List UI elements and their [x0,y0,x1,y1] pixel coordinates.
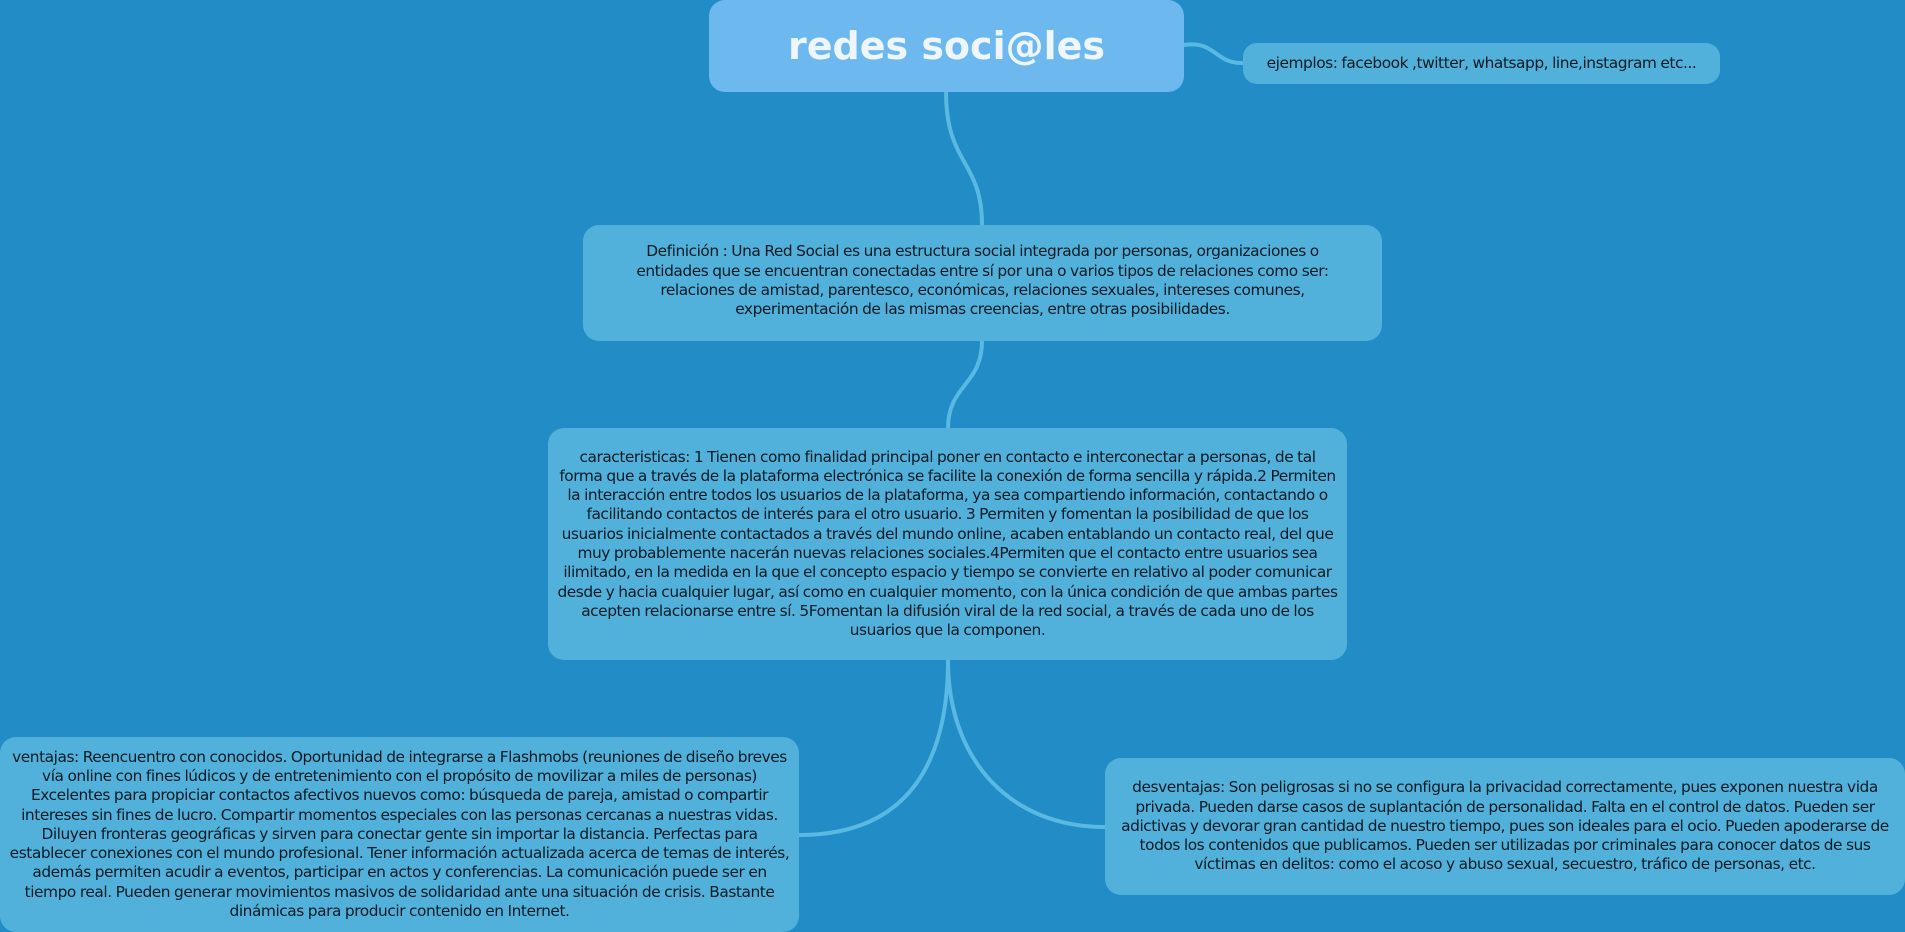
connector-root-definition [946,92,982,225]
root-node[interactable] [709,0,1184,92]
definition-node[interactable] [583,225,1382,341]
connector-features-advantages [799,660,948,835]
definition-text: Definición : Una Red Social es una estructura social integrada por personas, organizaciones o entidades que se encuentran conectadas entre sí por una o varios tipos de relaciones como ser: relaciones de amistad, parentesco, económicas, relaciones sexuales, intereses comunes, experimentación de las mismas creencias, entre otras posibilidades. [636,242,1329,319]
connector-root-examples [1184,44,1243,63]
advantages-text: ventajas: Reencuentro con conocidos. Oportunidad de integrarse a Flashmobs (reuniones de diseño breves vía online con fines lúdicos y de entretenimiento con el propósito de movilizar a miles de personas) Excelentes para propiciar contactos afectivos nuevos como: búsqueda de pareja, amistad o compartir intereses sin fines de lucro. Compartir momentos especiales con las personas cercanas a nuestras vidas. Diluyen fronteras geográficas y sirven para conectar gente sin importar la distancia. Perfectas para establecer conexiones con el mundo profesional. Tener información actualizada acerca de temas de interés, además permiten acudir a eventos, participar en actos y conferencias. La comunicación puede ser en tiempo real. Pueden generar movimientos masivos de solidaridad ante una situación de crisis. Bastante dinámicas para producir contenido en Internet. [9,747,790,921]
examples-node[interactable] [1243,43,1720,84]
examples-text: ejemplos: facebook ,twitter, whatsapp, line,instagram etc... [1266,53,1697,72]
features-node[interactable] [548,428,1347,660]
features-text: caracteristicas: 1 Tienen como finalidad principal poner en contacto e interconectar a personas, de tal forma que a través de la plataforma electrónica se facilite la conexión de forma sencilla y rápida.2 Permiten la interacción entre todos los usuarios de la plataforma, ya sea compartiendo información, contactando o facilitando contactos de interés para el otro usuario. 3 Permiten y fomentan la posibilidad de que los usuarios inicialmente contactados a través del mundo online, acaben entablando un contacto real, del que muy probablemente nacerán nuevas relaciones sociales.4Permiten que el contacto entre usuarios sea ilimitado, en la medida en la que el concepto espacio y tiempo se convierte en relativo al poder comunicar desde y hacia cualquier lugar, así como en cualquier momento, con la única condición de que ambas partes acepten relacionarse entre sí. 5Fomentan la difusión viral de la red social, a través de cada uno de los usuarios que la componen. [557,447,1338,640]
advantages-node[interactable] [0,737,799,932]
root-title: redes soci@les [787,24,1106,68]
disadvantages-text: desventajas: Son peligrosas si no se configura la privacidad correctamente, pues exponen nuestra vida privada. Pueden darse casos de suplantación de personalidad. Falta en el control de datos. Pueden ser adictivas y devorar gran cantidad de nuestro tiempo, pues son ideales para el ocio. Pueden apoderarse de todos los contenidos que publicamos. Pueden ser utilizadas por criminales para conocer datos de sus víctimas en delitos: como el acoso y abuso sexual, secuestro, tráfico de personas, etc. [1121,778,1889,874]
connector-features-disadvantages [948,660,1105,827]
disadvantages-node[interactable] [1105,758,1905,895]
connector-definition-features [948,341,982,428]
